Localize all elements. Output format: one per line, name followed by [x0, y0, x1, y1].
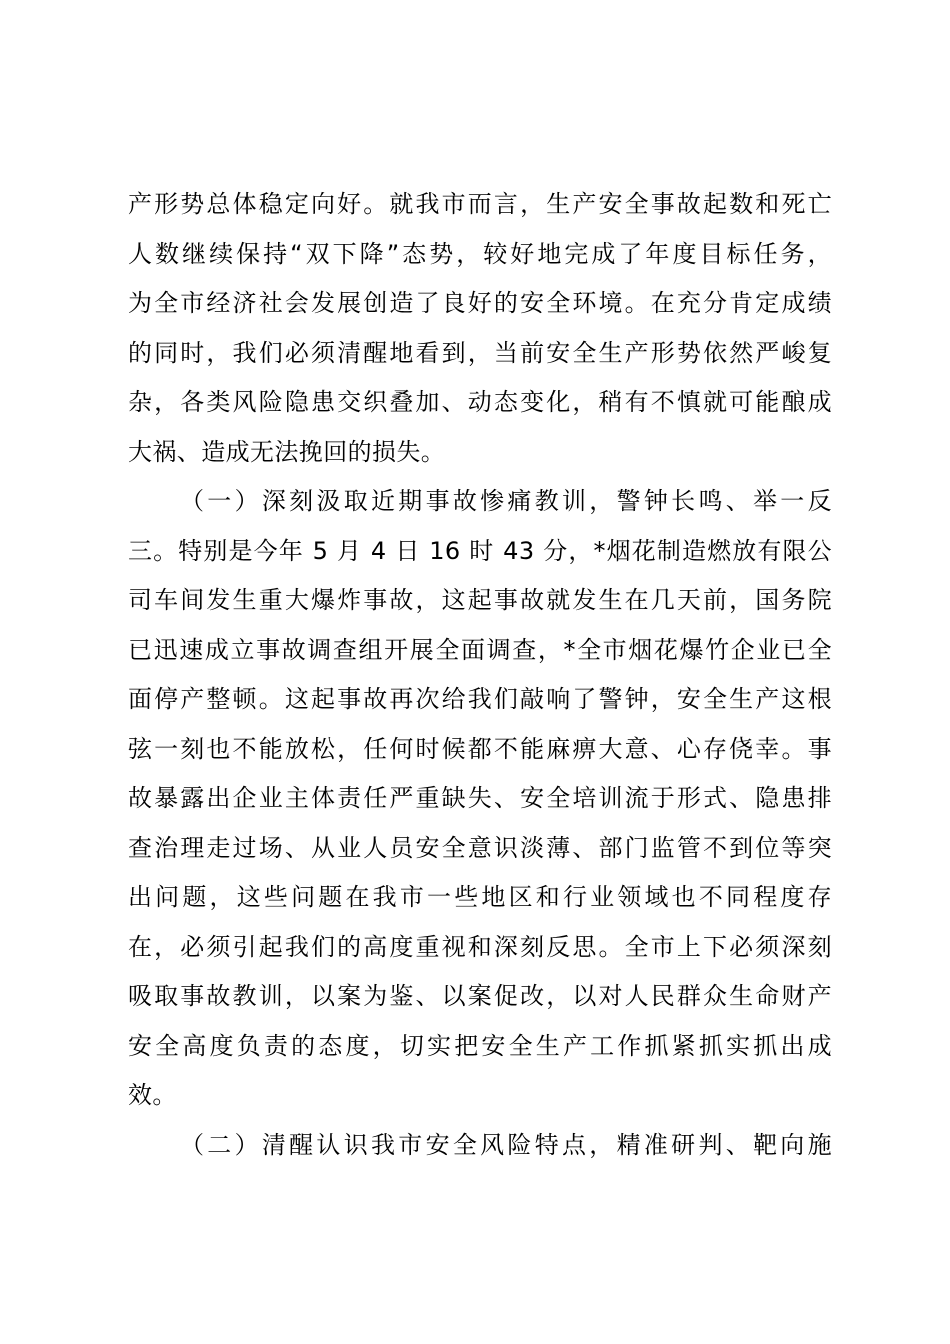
body-line: 故暴露出企业主体责任严重缺失、安全培训流于形式、隐患排: [128, 784, 832, 812]
body-line: 效。: [128, 1081, 177, 1109]
body-line: 的同时，我们必须清醒地看到，当前安全生产形势依然严峻复: [128, 338, 832, 367]
body-line: 弦一刻也不能放松，任何时候都不能麻痹大意、心存侥幸。事: [128, 734, 832, 763]
body-line: 司车间发生重大爆炸事故，这起事故就发生在几天前，国务院: [128, 586, 832, 614]
section-heading-2: （二）清醒认识我市安全风险特点，精准研判、靶向施: [180, 1130, 832, 1159]
body-line: 查治理走过场、从业人员安全意识淡薄、部门监管不到位等突: [128, 833, 832, 862]
body-line: 出问题，这些问题在我市一些地区和行业领域也不同程度存: [128, 883, 832, 911]
body-line: 吸取事故教训，以案为鉴、以案促改，以对人民群众生命财产: [128, 982, 832, 1010]
body-line: 大祸、造成无法挽回的损失。: [128, 437, 446, 466]
body-line: 已迅速成立事故调查组开展全面调查，*全市烟花爆竹企业已全: [128, 635, 832, 664]
body-line: 三。特别是今年 5 月 4 日 16 时 43 分，*烟花制造燃放有限公: [128, 536, 832, 565]
body-line: 人数继续保持“双下降”态势，较好地完成了年度目标任务，: [128, 239, 832, 268]
document-body: [128, 180, 832, 1170]
body-line: 产形势总体稳定向好。就我市而言，生产安全事故起数和死亡: [128, 190, 832, 218]
section-heading-1: （一）深刻汲取近期事故惨痛教训，警钟长鸣、举一反: [180, 487, 832, 515]
body-line: 为全市经济社会发展创造了良好的安全环境。在充分肯定成绩: [128, 289, 832, 317]
body-line: 面停产整顿。这起事故再次给我们敲响了警钟，安全生产这根: [128, 685, 832, 713]
body-line: 安全高度负责的态度，切实把安全生产工作抓紧抓实抓出成: [128, 1031, 832, 1060]
body-line: 在，必须引起我们的高度重视和深刻反思。全市上下必须深刻: [128, 932, 832, 961]
body-line: 杂，各类风险隐患交织叠加、动态变化，稍有不慎就可能酿成: [128, 388, 832, 416]
